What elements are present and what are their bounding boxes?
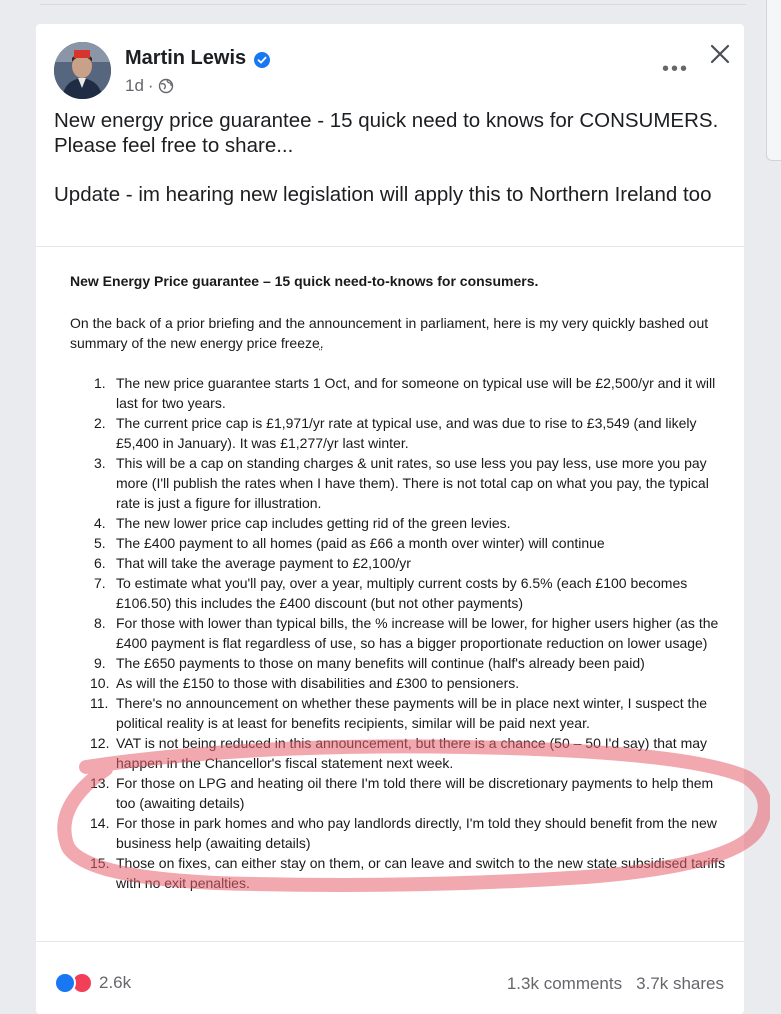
document-intro-end: . — [319, 335, 324, 351]
item-text: The £400 payment to all homes (paid as £66 a month over winter) will continue — [116, 535, 605, 551]
avatar-photo — [54, 42, 111, 99]
item-text: This will be a cap on standing charges & unit rates, so use less you pay less, use more you pay more (I'll publish the rates when I have them). There is not total cap on what you pay, the typical rate is just a figure for illustration. — [116, 455, 709, 511]
item-text: The new lower price cap includes getting rid of the green levies. — [116, 515, 511, 531]
attached-document-image[interactable] — [36, 246, 744, 942]
side-panel-edge — [766, 0, 781, 161]
close-icon[interactable] — [708, 42, 732, 66]
item-number: 4. — [94, 515, 106, 531]
item-text: There's no announcement on whether these payments will be in place next winter, I suspect the political reality is at least for benefits recipients, similar will be paid next year. — [116, 695, 708, 731]
item-number: 14. — [90, 815, 110, 831]
document-intro-text: On the back of a prior briefing and the announcement in parliament, here is my very quickly bashed out summary of the new energy price freeze — [70, 315, 709, 351]
document-intro — [70, 313, 710, 353]
post-meta — [125, 76, 174, 96]
list-item — [70, 373, 730, 413]
document-title: New Energy Price guarantee – 15 quick need-to-knows for consumers. — [70, 273, 539, 289]
post-time[interactable]: 1d — [125, 76, 144, 95]
item-text: Those on fixes, can either stay on them, or can leave and switch to the new state subsidised tariffs with no exit penalties. — [116, 855, 726, 891]
item-number: 1. — [94, 375, 106, 391]
item-text: The new price guarantee starts 1 Oct, and for someone on typical use will be £2,500/yr and it will last for two years. — [116, 375, 716, 411]
item-number: 2. — [94, 415, 106, 431]
item-number: 6. — [94, 555, 106, 571]
previous-post-edge — [40, 0, 746, 5]
shares-link[interactable]: 3.7k shares — [636, 974, 724, 993]
item-number: 7. — [94, 575, 106, 591]
like-reaction-icon — [54, 972, 76, 994]
item-number: 15. — [90, 855, 110, 871]
item-text: VAT is not being reduced in this announcement, but there is a chance (50 – 50 I'd say) that may happen in the Chancellor's fiscal statement next week. — [116, 735, 708, 771]
item-text: For those with lower than typical bills, the % increase will be lower, for higher users higher (as the £400 payment is flat regardless of use, so has a bigger proportionate reduction on lower usage) — [116, 615, 719, 651]
list-item — [70, 673, 730, 693]
item-text: For those on LPG and heating oil there I'm told there will be discretionary payments to help them too (awaiting details) — [116, 775, 714, 811]
list-item — [70, 533, 730, 553]
post-text — [54, 108, 724, 207]
list-item — [70, 453, 730, 513]
verified-badge-icon — [254, 52, 270, 68]
list-item — [70, 733, 730, 773]
list-item — [70, 513, 730, 533]
list-item — [70, 653, 730, 673]
document-list — [70, 373, 730, 893]
post-text-line: Update - im hearing new legislation will apply this to Northern Ireland too — [54, 183, 712, 206]
item-number: 5. — [94, 535, 106, 551]
avatar[interactable] — [54, 42, 111, 99]
post-text-line: New energy price guarantee - 15 quick need to knows for CONSUMERS. Please feel free to share... — [54, 109, 719, 157]
globe-icon[interactable] — [158, 78, 174, 94]
item-number: 11. — [90, 695, 109, 711]
list-item — [70, 613, 730, 653]
item-number: 10. — [90, 675, 110, 691]
item-text: The current price cap is £1,971/yr rate at typical use, and was due to rise to £3,549 (and likely £5,400 in January). It was £1,277/yr last winter. — [116, 415, 697, 451]
feed-top-strip — [0, 0, 781, 8]
item-number: 8. — [94, 615, 106, 631]
item-text: The £650 payments to those on many benefits will continue (half's already been paid) — [116, 655, 645, 671]
list-item — [70, 773, 730, 813]
item-text: To estimate what you'll pay, over a year, multiply current costs by 6.5% (each £100 becomes £106.50) this includes the £400 discount (but not other payments) — [116, 575, 688, 611]
item-number: 12. — [90, 735, 110, 751]
author-name[interactable]: Martin Lewis — [125, 47, 247, 69]
item-number: 9. — [94, 655, 106, 671]
engagement-stats — [507, 974, 724, 994]
item-text: That will take the average payment to £2,100/yr — [116, 555, 411, 571]
item-number: 13. — [90, 775, 110, 791]
more-options-icon[interactable]: ••• — [662, 58, 690, 80]
reactions-summary[interactable] — [54, 972, 131, 994]
item-text: For those in park homes and who pay landlords directly, I'm told they should benefit from the new business help (awaiting details) — [116, 815, 717, 851]
list-item — [70, 553, 730, 573]
item-text: As will the £150 to those with disabilities and £300 to pensioners. — [116, 675, 520, 691]
list-item — [70, 853, 730, 893]
list-item — [70, 813, 730, 853]
list-item — [70, 413, 730, 453]
post-card — [36, 24, 744, 1014]
list-item — [70, 573, 730, 613]
meta-separator: · — [147, 76, 154, 95]
list-item — [70, 693, 730, 733]
item-number: 3. — [94, 455, 106, 471]
comments-link[interactable]: 1.3k comments — [506, 974, 623, 993]
post-footer — [36, 964, 744, 1004]
reaction-count: 2.6k — [99, 973, 132, 992]
